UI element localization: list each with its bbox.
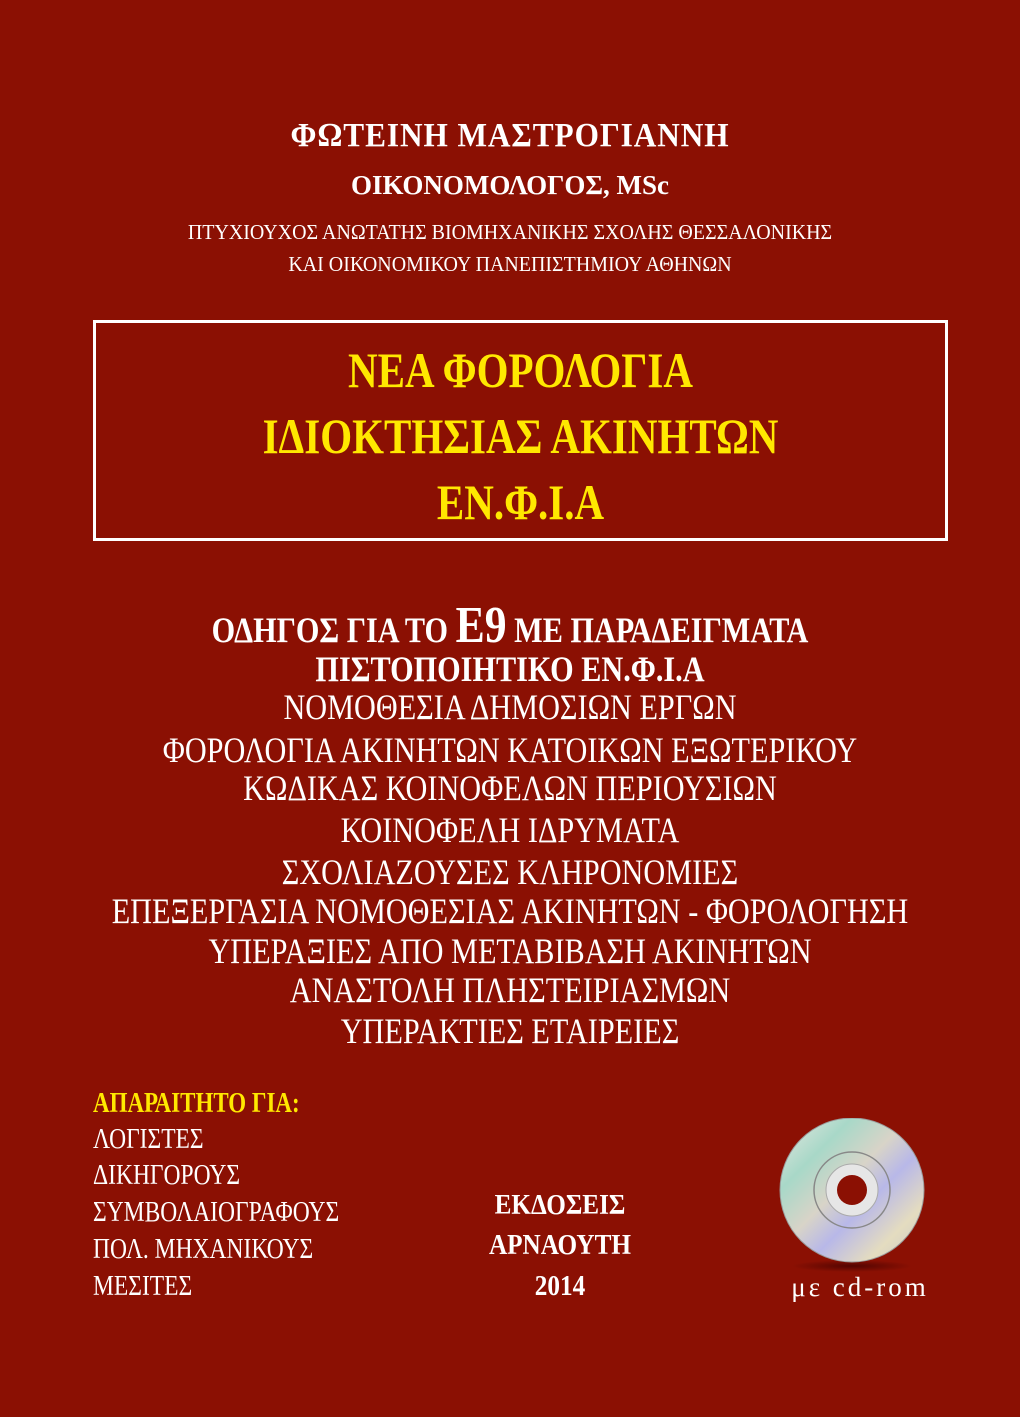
topic-e9-highlight: Ε9 [455, 597, 507, 654]
audience-item: ΣΥΜΒΟΛΑΙΟΓΡΑΦΟΥΣ [93, 1197, 340, 1228]
book-title-line-1: ΝΕΑ ΦΟΡΟΛΟΓΙΑ [348, 342, 693, 398]
audience-item: ΠΟΛ. ΜΗΧΑΝΙΚΟΥΣ [93, 1234, 314, 1265]
topic-item: ΝΟΜΟΘΕΣΙΑ ΔΗΜΟΣΙΩΝ ΕΡΓΩΝ [283, 687, 737, 727]
cd-rom-caption: με cd-rom [791, 1272, 929, 1302]
topic-item: ΦΟΡΟΛΟΓΙΑ ΑΚΙΝΗΤΩΝ ΚΑΤΟΙΚΩΝ ΕΞΩΤΕΡΙΚΟΥ [162, 730, 858, 770]
topic-e9-suffix: ΜΕ ΠΑΡΑΔΕΙΓΜΑΤΑ [506, 610, 809, 650]
publisher-line-1: ΕΚΔΟΣΕΙΣ [494, 1190, 626, 1221]
audience-item: ΔΙΚΗΓΟΡΟΥΣ [93, 1160, 241, 1191]
topic-item: ΣΧΟΛΙΑΖΟΥΣΕΣ ΚΛΗΡΟΝΟΜΙΕΣ [281, 852, 739, 892]
author-degree-line-1: ΠΤΥΧΙΟΥΧΟΣ ΑΝΩΤΑΤΗΣ ΒΙΟΜΗΧΑΝΙΚΗΣ ΣΧΟΛΗΣ ΘΕΣΣΑΛΟΝΙΚΗΣ [187, 220, 833, 244]
author-title: ΟΙΚΟΝΟΜΟΛΟΓΟΣ, MSc [351, 170, 669, 200]
topic-item: ΥΠΕΡΑΚΤΙΕΣ ΕΤΑΙΡΕΙΕΣ [340, 1011, 680, 1051]
audience-item: ΜΕΣΙΤΕΣ [93, 1271, 193, 1302]
topic-item: ΠΙΣΤΟΠΟΙΗΤΙΚΟ ΕΝ.Φ.Ι.Α [315, 649, 705, 689]
topic-item: ΥΠΕΡΑΞΙΕΣ ΑΠΟ ΜΕΤΑΒΙΒΑΣΗ ΑΚΙΝΗΤΩΝ [208, 931, 812, 971]
book-title-line-2: ΙΔΙΟΚΤΗΣΙΑΣ ΑΚΙΝΗΤΩΝ [262, 408, 779, 464]
topic-item: ΚΩΔΙΚΑΣ ΚΟΙΝΟΦΕΛΩΝ ΠΕΡΙΟΥΣΙΩΝ [243, 768, 777, 808]
topic-e9-guide [82, 596, 939, 655]
audience-item: ΛΟΓΙΣΤΕΣ [93, 1124, 204, 1155]
book-title-box [93, 320, 948, 541]
publisher-line-2: ΑΡΝΑΟΥΤΗ [488, 1230, 632, 1261]
topic-item: ΚΟΙΝΟΦΕΛΗ ΙΔΡΥΜΑΤΑ [340, 810, 680, 850]
topic-item: ΑΝΑΣΤΟΛΗ ΠΛΗΣΤΕΙΡΙΑΣΜΩΝ [289, 970, 731, 1010]
author-degree-line-2: ΚΑΙ ΟΙΚΟΝΟΜΙΚΟΥ ΠΑΝΕΠΙΣΤΗΜΙΟΥ ΑΘΗΝΩΝ [288, 252, 732, 276]
author-name: ΦΩΤΕΙΝΗ ΜΑΣΤΡΟΓΙΑΝΝΗ [290, 117, 730, 154]
publisher-year: 2014 [534, 1271, 586, 1302]
topic-e9-prefix: ΟΔΗΓΟΣ ΓΙΑ ΤΟ [211, 610, 456, 650]
audience-heading: ΑΠΑΡΑΙΤΗΤΟ ΓΙΑ: [93, 1088, 300, 1119]
topic-item: ΕΠΕΞΕΡΓΑΣΙΑ ΝΟΜΟΘΕΣΙΑΣ ΑΚΙΝΗΤΩΝ - ΦΟΡΟΛΟΓΗΣΗ [111, 891, 909, 931]
book-title-line-3: ΕΝ.Φ.Ι.Α [436, 474, 605, 530]
